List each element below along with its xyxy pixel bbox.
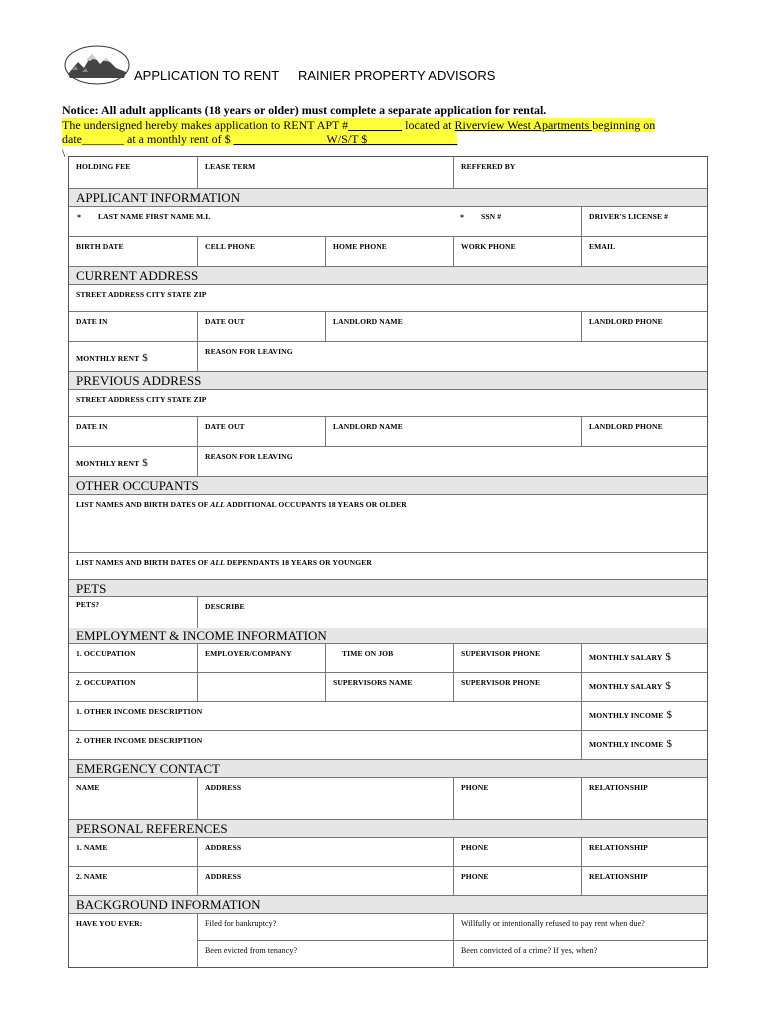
rent-label: at a monthly rent of $ xyxy=(124,132,234,146)
rental-line xyxy=(62,118,712,133)
form-title: APPLICATION TO RENT xyxy=(134,68,280,83)
supervisor-phone-1-field[interactable]: SUPERVISOR PHONE xyxy=(453,644,581,672)
previous-date-in-field[interactable]: DATE IN xyxy=(76,422,108,431)
pets-field[interactable]: PETS? xyxy=(76,600,100,609)
supervisor-phone-2-field[interactable]: SUPERVISOR PHONE xyxy=(453,673,581,701)
document-header xyxy=(64,44,704,94)
section-applicant-information: APPLICANT INFORMATION xyxy=(69,189,707,207)
form-row xyxy=(69,495,707,553)
form-row xyxy=(69,390,707,417)
reference-2-address-field[interactable]: ADDRESS xyxy=(197,867,453,895)
reference-2-name-field[interactable]: 2. NAME xyxy=(76,872,108,881)
previous-street-address-field[interactable]: STREET ADDRESS CITY STATE ZIP xyxy=(76,395,207,404)
form-row xyxy=(69,867,707,896)
occupation-1-field[interactable]: 1. OCCUPATION xyxy=(76,649,136,658)
property-name: Riverview West Apartments xyxy=(454,117,593,132)
bankruptcy-question-field[interactable]: Filed for bankruptcy? xyxy=(198,914,454,940)
monthly-rent-label: MONTHLY RENT xyxy=(76,354,140,363)
monthly-income-2-field[interactable] xyxy=(581,731,707,759)
other-income-2-field[interactable]: 2. OTHER INCOME DESCRIPTION xyxy=(76,736,203,745)
monthly-rent-label: MONTHLY RENT xyxy=(76,459,140,468)
reference-1-relationship-field[interactable]: RELATIONSHIP xyxy=(581,838,707,866)
form-row xyxy=(69,342,707,372)
previous-reason-for-leaving-field[interactable]: REASON FOR LEAVING xyxy=(197,447,707,476)
emphasis-all: ALL xyxy=(210,500,225,509)
adult-occupants-label-end: ADDITIONAL OCCUPANTS 18 YEARS OR OLDER xyxy=(224,500,407,509)
rent-field[interactable]: _______________ xyxy=(233,132,324,146)
dollar-sign: $ xyxy=(665,680,671,692)
referred-by-field[interactable]: REFFERED BY xyxy=(453,157,707,188)
adult-occupants-field[interactable] xyxy=(69,495,707,552)
form-row xyxy=(69,673,707,702)
emergency-address-field[interactable]: ADDRESS xyxy=(197,778,453,819)
current-reason-for-leaving-field[interactable]: REASON FOR LEAVING xyxy=(197,342,707,371)
section-background-information: BACKGROUND INFORMATION xyxy=(69,896,707,914)
previous-landlord-name-field[interactable]: LANDLORD NAME xyxy=(325,417,581,446)
date-rent-line xyxy=(62,132,712,147)
form-row xyxy=(69,731,707,760)
current-monthly-rent-field[interactable] xyxy=(69,342,197,371)
emergency-name-field[interactable]: NAME xyxy=(76,783,100,792)
form-row xyxy=(69,914,707,968)
have-you-ever-label: HAVE YOU EVER: xyxy=(76,919,143,928)
dollar-sign: $ xyxy=(666,709,673,721)
previous-date-out-field[interactable]: DATE OUT xyxy=(197,417,325,446)
wst-field[interactable]: _______________ xyxy=(367,132,458,146)
other-income-1-field[interactable]: 1. OTHER INCOME DESCRIPTION xyxy=(76,707,203,716)
date-field[interactable]: _______ xyxy=(82,132,124,146)
monthly-income-1-field[interactable] xyxy=(581,702,707,730)
notice-line: Notice: All adult applicants (18 years or older) must complete a separate application for rental. xyxy=(62,103,547,117)
ssn-field[interactable]: SSN # xyxy=(481,212,502,221)
email-field[interactable]: EMAIL xyxy=(581,237,707,266)
background-questions-row-2 xyxy=(197,941,707,968)
application-form xyxy=(68,156,708,968)
employer-company-field[interactable]: EMPLOYER/COMPANY xyxy=(197,644,325,672)
monthly-salary-label: MONTHLY SALARY xyxy=(589,653,663,662)
current-date-in-field[interactable]: DATE IN xyxy=(76,317,108,326)
mountain-logo-icon xyxy=(64,44,130,86)
dollar-sign: $ xyxy=(665,651,671,663)
company-name: RAINIER PROPERTY ADVISORS xyxy=(298,68,496,83)
form-row xyxy=(69,447,707,477)
reference-1-name-field[interactable]: 1. NAME xyxy=(76,843,108,852)
dollar-sign: $ xyxy=(142,457,148,469)
pets-describe-field[interactable]: DESCRIBE xyxy=(197,597,707,628)
emphasis-all: ALL xyxy=(210,558,225,567)
notice-block xyxy=(62,103,712,147)
background-questions-row-1 xyxy=(197,914,707,941)
work-phone-field[interactable]: WORK PHONE xyxy=(453,237,581,266)
section-personal-references: PERSONAL REFERENCES xyxy=(69,820,707,838)
current-landlord-name-field[interactable]: LANDLORD NAME xyxy=(325,312,581,341)
section-pets: PETS xyxy=(69,579,707,597)
form-row xyxy=(69,778,707,820)
section-employment-income: EMPLOYMENT & INCOME INFORMATION xyxy=(69,628,707,644)
supervisors-name-field[interactable]: SUPERVISORS NAME xyxy=(325,673,453,701)
form-row xyxy=(69,597,707,629)
section-other-occupants: OTHER OCCUPANTS xyxy=(69,477,707,495)
located-text: located at xyxy=(402,117,455,132)
section-previous-address: PREVIOUS ADDRESS xyxy=(69,372,707,390)
stray-backslash: \ xyxy=(62,146,66,160)
monthly-salary-2-field[interactable] xyxy=(581,673,707,701)
previous-landlord-phone-field[interactable]: LANDLORD PHONE xyxy=(581,417,707,446)
required-mark: * xyxy=(460,213,464,222)
form-row xyxy=(69,417,707,447)
current-date-out-field[interactable]: DATE OUT xyxy=(197,312,325,341)
apt-number-field[interactable]: _________ xyxy=(348,117,403,132)
monthly-income-label: MONTHLY INCOME xyxy=(589,711,664,720)
reference-1-address-field[interactable]: ADDRESS xyxy=(197,838,453,866)
reference-2-phone-field[interactable]: PHONE xyxy=(453,867,581,895)
monthly-salary-label: MONTHLY SALARY xyxy=(589,682,663,691)
employer-company-2-field[interactable] xyxy=(197,673,325,701)
required-mark: * xyxy=(77,213,81,222)
previous-monthly-rent-field[interactable] xyxy=(69,447,197,476)
form-row xyxy=(69,644,707,673)
current-landlord-phone-field[interactable]: LANDLORD PHONE xyxy=(581,312,707,341)
current-street-address-field[interactable]: STREET ADDRESS CITY STATE ZIP xyxy=(76,290,207,299)
form-row xyxy=(69,838,707,867)
form-row xyxy=(69,157,707,189)
monthly-salary-1-field[interactable] xyxy=(581,644,707,672)
dollar-sign: $ xyxy=(666,738,673,750)
section-current-address: CURRENT ADDRESS xyxy=(69,267,707,285)
date-label: date xyxy=(62,132,82,146)
holding-fee-field[interactable]: HOLDING FEE xyxy=(76,162,131,171)
refused-rent-question-field[interactable]: Willfully or intentionally refused to pay rent when due? xyxy=(461,919,645,928)
form-row xyxy=(69,207,707,237)
lease-term-field[interactable]: LEASE TERM xyxy=(197,157,453,188)
form-row xyxy=(69,237,707,267)
form-row xyxy=(69,702,707,731)
reference-2-relationship-field[interactable]: RELATIONSHIP xyxy=(581,867,707,895)
form-row xyxy=(69,285,707,312)
beginning-text: beginning on xyxy=(592,117,656,132)
reference-1-phone-field[interactable]: PHONE xyxy=(453,838,581,866)
emergency-relationship-field[interactable]: RELATIONSHIP xyxy=(581,778,707,819)
emergency-phone-field[interactable]: PHONE xyxy=(453,778,581,819)
cell-phone-field[interactable]: CELL PHONE xyxy=(197,237,325,266)
convicted-question-field[interactable]: Been convicted of a crime? If yes, when? xyxy=(461,946,598,955)
dependants-label: LIST NAMES AND BIRTH DATES OF xyxy=(76,558,211,567)
section-emergency-contact: EMERGENCY CONTACT xyxy=(69,760,707,778)
rental-text: The undersigned hereby makes application to RENT APT # xyxy=(62,117,349,132)
adult-occupants-label: LIST NAMES AND BIRTH DATES OF xyxy=(76,500,211,509)
occupation-2-field[interactable]: 2. OCCUPATION xyxy=(76,678,136,687)
home-phone-field[interactable]: HOME PHONE xyxy=(325,237,453,266)
time-on-job-field[interactable]: TIME ON JOB xyxy=(325,644,453,672)
wst-label: W/S/T $ xyxy=(323,132,368,146)
dependants-label-end: DEPENDANTS 18 YEARS OR YOUNGER xyxy=(224,558,372,567)
dollar-sign: $ xyxy=(142,352,148,364)
applicant-name-field[interactable]: LAST NAME FIRST NAME M.I. xyxy=(98,212,211,221)
birth-date-field[interactable]: BIRTH DATE xyxy=(76,242,124,251)
monthly-income-label: MONTHLY INCOME xyxy=(589,740,664,749)
form-row xyxy=(69,312,707,342)
drivers-license-field[interactable]: DRIVER'S LICENSE # xyxy=(581,207,707,236)
evicted-question-field[interactable]: Been evicted from tenancy? xyxy=(198,941,454,968)
